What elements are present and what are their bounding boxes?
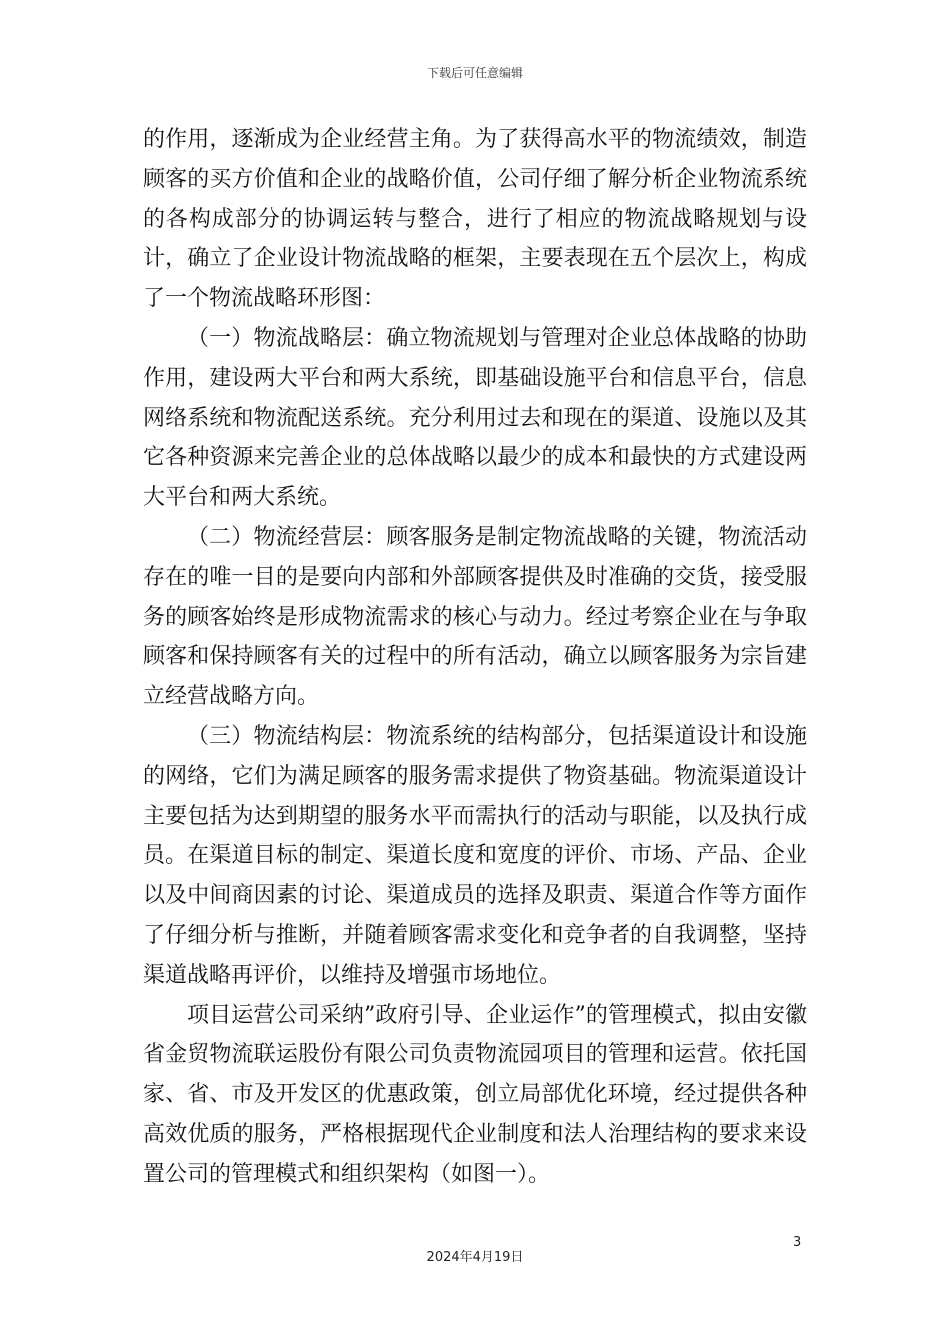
document-body: [143, 120, 807, 1195]
header-note: 下载后可任意编辑: [426, 66, 523, 80]
paragraph-operating-company: 项目运营公司采纳”政府引导、企业运作”的管理模式，拟由安徽省金贸物流联运股份有限公司负责物流园项目的管理和运营。依托国家、省、市及开发区的优惠政策，创立局部优化环境，经过提供各种高效优质的服务，严格根据现代企业制度和法人治理结构的要求来设置公司的管理模式和组织架构（如图一）。: [143, 1002, 807, 1187]
footer-date: 2024年4月19日: [426, 1250, 524, 1265]
paragraph-continuation: 的作用，逐渐成为企业经营主角。为了获得高水平的物流绩效，制造顾客的买方价值和企业的战略价值，公司仔细了解分析企业物流系统的各构成部分的协调运转与整合，进行了相应的物流战略规划与设计，确立了企业设计物流战略的框架，主要表现在五个层次上，构成了一个物流战略环形图：: [143, 127, 807, 312]
paragraph-strategy-layer: （一）物流战略层：确立物流规划与管理对企业总体战略的协助作用，建设两大平台和两大系统，即基础设施平台和信息平台，信息网络系统和物流配送系统。充分利用过去和现在的渠道、设施以及其它各种资源来完善企业的总体战略以最少的成本和最快的方式建设两大平台和两大系统。: [143, 325, 807, 511]
paragraph-structure-layer: （三）物流结构层：物流系统的结构部分，包括渠道设计和设施的网络，它们为满足顾客的服务需求提供了物资基础。物流渠道设计主要包括为达到期望的服务水平而需执行的活动与职能，以及执行成员。在渠道目标的制定、渠道长度和宽度的评价、市场、产品、企业以及中间商因素的讨论、渠道成员的选择及职责、渠道合作等方面作了仔细分析与推断，并随着顾客需求变化和竞争者的自我调整，坚持渠道战略再评价，以维持及增强市场地位。: [143, 723, 807, 988]
paragraph-operation-layer: （二）物流经营层：顾客服务是制定物流战略的关键，物流活动存在的唯一目的是要向内部和外部顾客提供及时准确的交货，接受服务的顾客始终是形成物流需求的核心与动力。经过考察企业在与争取顾客和保持顾客有关的过程中的所有活动，确立以顾客服务为宗旨建立经营战略方向。: [143, 524, 807, 710]
page-number: 3: [793, 1235, 802, 1250]
